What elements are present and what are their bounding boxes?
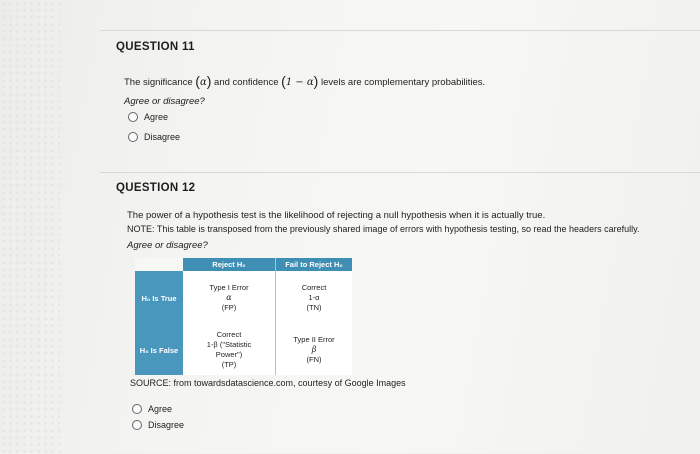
q12-option-disagree[interactable]: Disagree <box>132 420 184 430</box>
q12-option-agree[interactable]: Agree <box>132 404 172 414</box>
table-source-caption: SOURCE: from towardsdatascience.com, courtesy of Google Images <box>130 378 406 388</box>
question-11-statement: The significance (α) and confidence (1 − α) levels are complementary probabilities. <box>124 73 486 89</box>
error-types-table <box>135 258 352 375</box>
q11-option-disagree[interactable]: Disagree <box>128 132 180 142</box>
question-11-prompt: Agree or disagree? <box>124 96 205 107</box>
radio-button[interactable] <box>132 404 142 414</box>
table-cell: Correct 1-α (TN) <box>301 283 327 312</box>
column-header-fail-to-reject: Fail to Reject H₀ <box>276 258 353 271</box>
table-corner <box>135 258 183 271</box>
table-cell: Type I Error α (FP) <box>183 271 276 325</box>
table-cell: Correct 1-β ("Statistic Power") (TP) <box>183 325 276 375</box>
question-11-heading: QUESTION 11 <box>116 41 195 53</box>
radio-button[interactable] <box>128 132 138 142</box>
table-cell: Type II Error β (FN) <box>293 335 335 364</box>
radio-button[interactable] <box>128 112 138 122</box>
radio-button[interactable] <box>132 420 142 430</box>
q11-option-agree[interactable]: Agree <box>128 112 168 122</box>
question-12-heading: QUESTION 12 <box>116 182 196 194</box>
dotted-texture <box>0 0 60 453</box>
question-12-statement: The power of a hypothesis test is the likelihood of rejecting a null hypothesis when it is actually true. <box>127 210 546 221</box>
question-12-prompt: Agree or disagree? <box>127 240 208 251</box>
question-12-note: NOTE: This table is transposed from the previously shared image of errors with hypothesis testing, so read the headers carefully. <box>127 224 640 234</box>
column-header-reject: Reject H₀ <box>183 258 276 271</box>
row-header-h0-false: H₀ Is False <box>135 325 183 375</box>
row-header-h0-true: H₀ Is True <box>135 271 183 325</box>
